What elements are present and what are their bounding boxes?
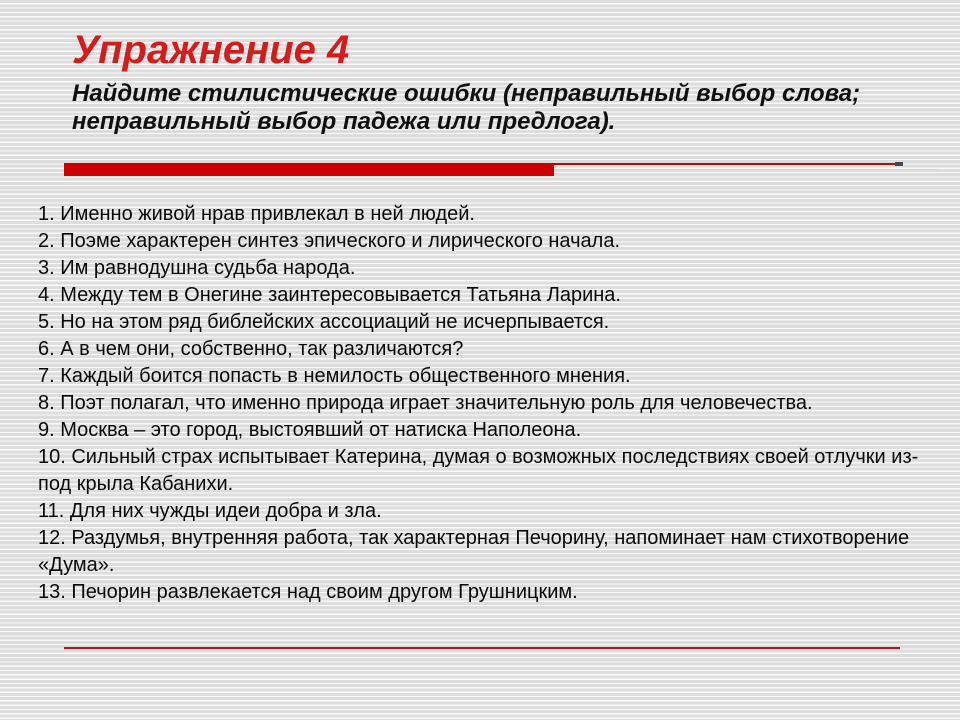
list-item: 3. Им равнодушна судьба народа. bbox=[38, 257, 356, 279]
list-item: 12. Раздумья, внутренняя работа, так характерная Печорину, напоминает нам стихотворение «Дума». bbox=[38, 527, 910, 576]
list-item: 4. Между тем в Онегине заинтересовывается Татьяна Ларина. bbox=[38, 284, 621, 306]
title-divider-faint-line bbox=[554, 169, 938, 170]
bottom-rule bbox=[64, 647, 900, 649]
slide-title: Упражнение 4 bbox=[72, 28, 350, 72]
list-item: 11. Для них чужды идеи добра и зла. bbox=[38, 500, 382, 522]
list-item: 8. Поэт полагал, что именно природа играет значительную роль для человечества. bbox=[38, 392, 813, 414]
title-divider-line-cap bbox=[895, 162, 903, 166]
list-item: 13. Печорин развлекается над своим другом Грушницким. bbox=[38, 581, 578, 603]
list-item: 1. Именно живой нрав привлекал в ней людей. bbox=[38, 203, 475, 225]
slide-subtitle: Найдите стилистические ошибки (неправильный выбор слова; неправильный выбор падежа или предлога). bbox=[72, 80, 861, 135]
list-item: 7. Каждый боится попасть в немилость общественного мнения. bbox=[38, 365, 631, 387]
exercise-list bbox=[38, 201, 942, 606]
title-divider-bar bbox=[64, 163, 554, 176]
list-item: 5. Но на этом ряд библейских ассоциаций не исчерпывается. bbox=[38, 311, 610, 333]
list-item: 10. Сильный страх испытывает Катерина, думая о возможных последствиях своей отлучки из-под крыла Кабанихи. bbox=[38, 446, 919, 495]
title-divider-thin-line bbox=[554, 163, 897, 165]
list-item: 6. А в чем они, собственно, так различаются? bbox=[38, 338, 464, 360]
list-item: 9. Москва – это город, выстоявший от натиска Наполеона. bbox=[38, 419, 582, 441]
list-item: 2. Поэме характерен синтез эпического и лирического начала. bbox=[38, 230, 621, 252]
